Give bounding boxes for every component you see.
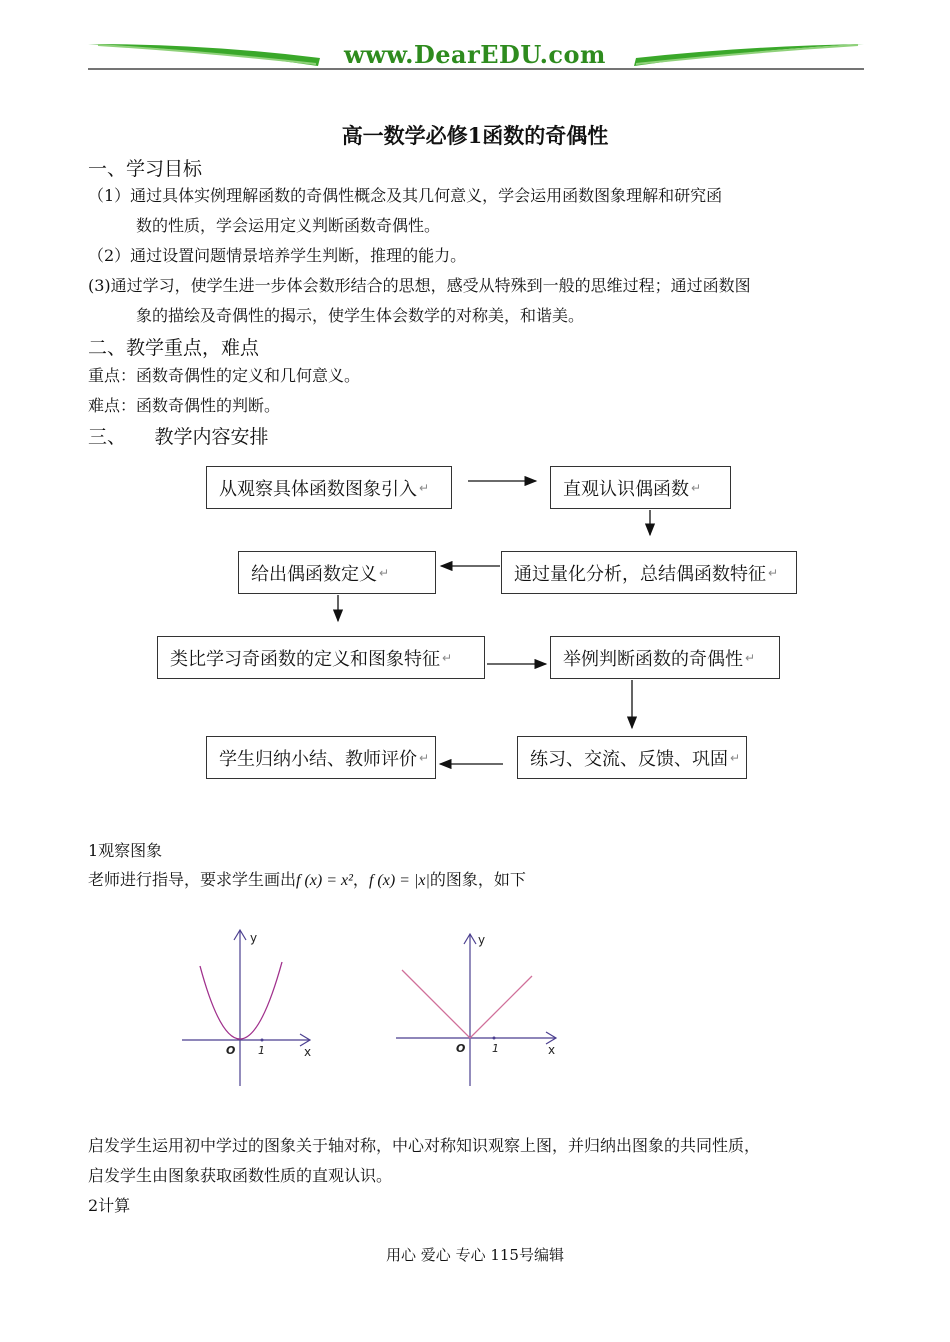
graph-abs bbox=[392, 930, 562, 1088]
abs-curve bbox=[402, 970, 532, 1038]
flow-box-1-label: 从观察具体函数图象引入 bbox=[219, 478, 417, 500]
x-label: x bbox=[548, 1043, 556, 1057]
paragraph-mark: ↵ bbox=[768, 565, 779, 580]
calc-heading: 2计算 bbox=[88, 1196, 131, 1215]
objective-1-line2: 数的性质，学会运用定义判断函数奇偶性。 bbox=[136, 216, 441, 235]
y-label: y bbox=[478, 933, 486, 947]
y-label: y bbox=[250, 931, 258, 945]
graph-parabola bbox=[178, 926, 318, 1088]
paragraph-mark: ↵ bbox=[730, 750, 741, 765]
x-label: x bbox=[304, 1045, 312, 1059]
paragraph-mark: ↵ bbox=[691, 480, 702, 495]
section-heading-arrangement: 三、 教学内容安排 bbox=[88, 426, 269, 448]
site-logo-text: www.DearEDU.com bbox=[344, 40, 606, 69]
objective-3-line2: 象的描绘及奇偶性的揭示，使学生体会数学的对称美，和谐美。 bbox=[136, 306, 585, 325]
observe-intro-post: 的图象，如下 bbox=[429, 870, 526, 889]
page-footer: 用心 爱心 专心 115号编辑 bbox=[386, 1246, 564, 1264]
section-heading-key-points: 二、教学重点，难点 bbox=[88, 337, 260, 359]
objective-3-line1: (3)通过学习，使学生进一步体会数形结合的思想，感受从特殊到一般的思维过程；通过函数图 bbox=[88, 276, 751, 295]
tick-point bbox=[261, 1039, 264, 1042]
after-line-1: 启发学生运用初中学过的图象关于轴对称，中心对称知识观察上图，并归纳出图象的共同性质， bbox=[88, 1136, 761, 1155]
observe-separator: ， bbox=[352, 870, 369, 889]
observe-intro bbox=[88, 865, 526, 896]
difficult-point: 难点：函数奇偶性的判断。 bbox=[88, 396, 281, 415]
origin-label: O bbox=[456, 1042, 466, 1055]
observe-intro-pre: 老师进行指导，要求学生画出 bbox=[88, 870, 297, 889]
paragraph-mark: ↵ bbox=[419, 480, 430, 495]
observe-heading: 1观察图象 bbox=[88, 841, 163, 860]
origin-label: O bbox=[226, 1044, 236, 1057]
paragraph-mark: ↵ bbox=[419, 750, 430, 765]
flow-box-8-label: 学生归纳小结、教师评价 bbox=[219, 748, 417, 770]
objective-1-line1: （1）通过具体实例理解函数的奇偶性概念及其几何意义，学会运用函数图象理解和研究函 bbox=[88, 186, 723, 205]
page-title: 高一数学必修1函数的奇偶性 bbox=[341, 123, 609, 148]
paragraph-mark: ↵ bbox=[745, 650, 756, 665]
tick-point bbox=[493, 1037, 496, 1040]
one-label: 1 bbox=[258, 1044, 265, 1057]
formula-square: f (x) = x² bbox=[296, 872, 353, 889]
formula-abs: f (x) = |x| bbox=[368, 872, 430, 889]
after-line-2: 启发学生由图象获取函数性质的直观认识。 bbox=[88, 1166, 393, 1185]
objective-2: （2）通过设置问题情景培养学生判断，推理的能力。 bbox=[88, 246, 467, 265]
paragraph-mark: ↵ bbox=[442, 650, 453, 665]
parabola-curve bbox=[200, 962, 282, 1039]
section-heading-objectives: 一、学习目标 bbox=[88, 158, 203, 180]
flow-box-6-label: 举例判断函数的奇偶性 bbox=[563, 648, 743, 670]
flow-box-3-label: 通过量化分析，总结偶函数特征 bbox=[514, 563, 766, 585]
paragraph-mark: ↵ bbox=[379, 565, 390, 580]
flow-box-7-label: 练习、交流、反馈、巩固 bbox=[530, 748, 728, 770]
flow-box-5-label: 类比学习奇函数的定义和图象特征 bbox=[170, 648, 440, 670]
one-label: 1 bbox=[492, 1042, 499, 1055]
flow-box-4-label: 给出偶函数定义 bbox=[251, 563, 377, 585]
key-point: 重点：函数奇偶性的定义和几何意义。 bbox=[88, 366, 361, 385]
flow-box-2-label: 直观认识偶函数 bbox=[563, 478, 689, 500]
